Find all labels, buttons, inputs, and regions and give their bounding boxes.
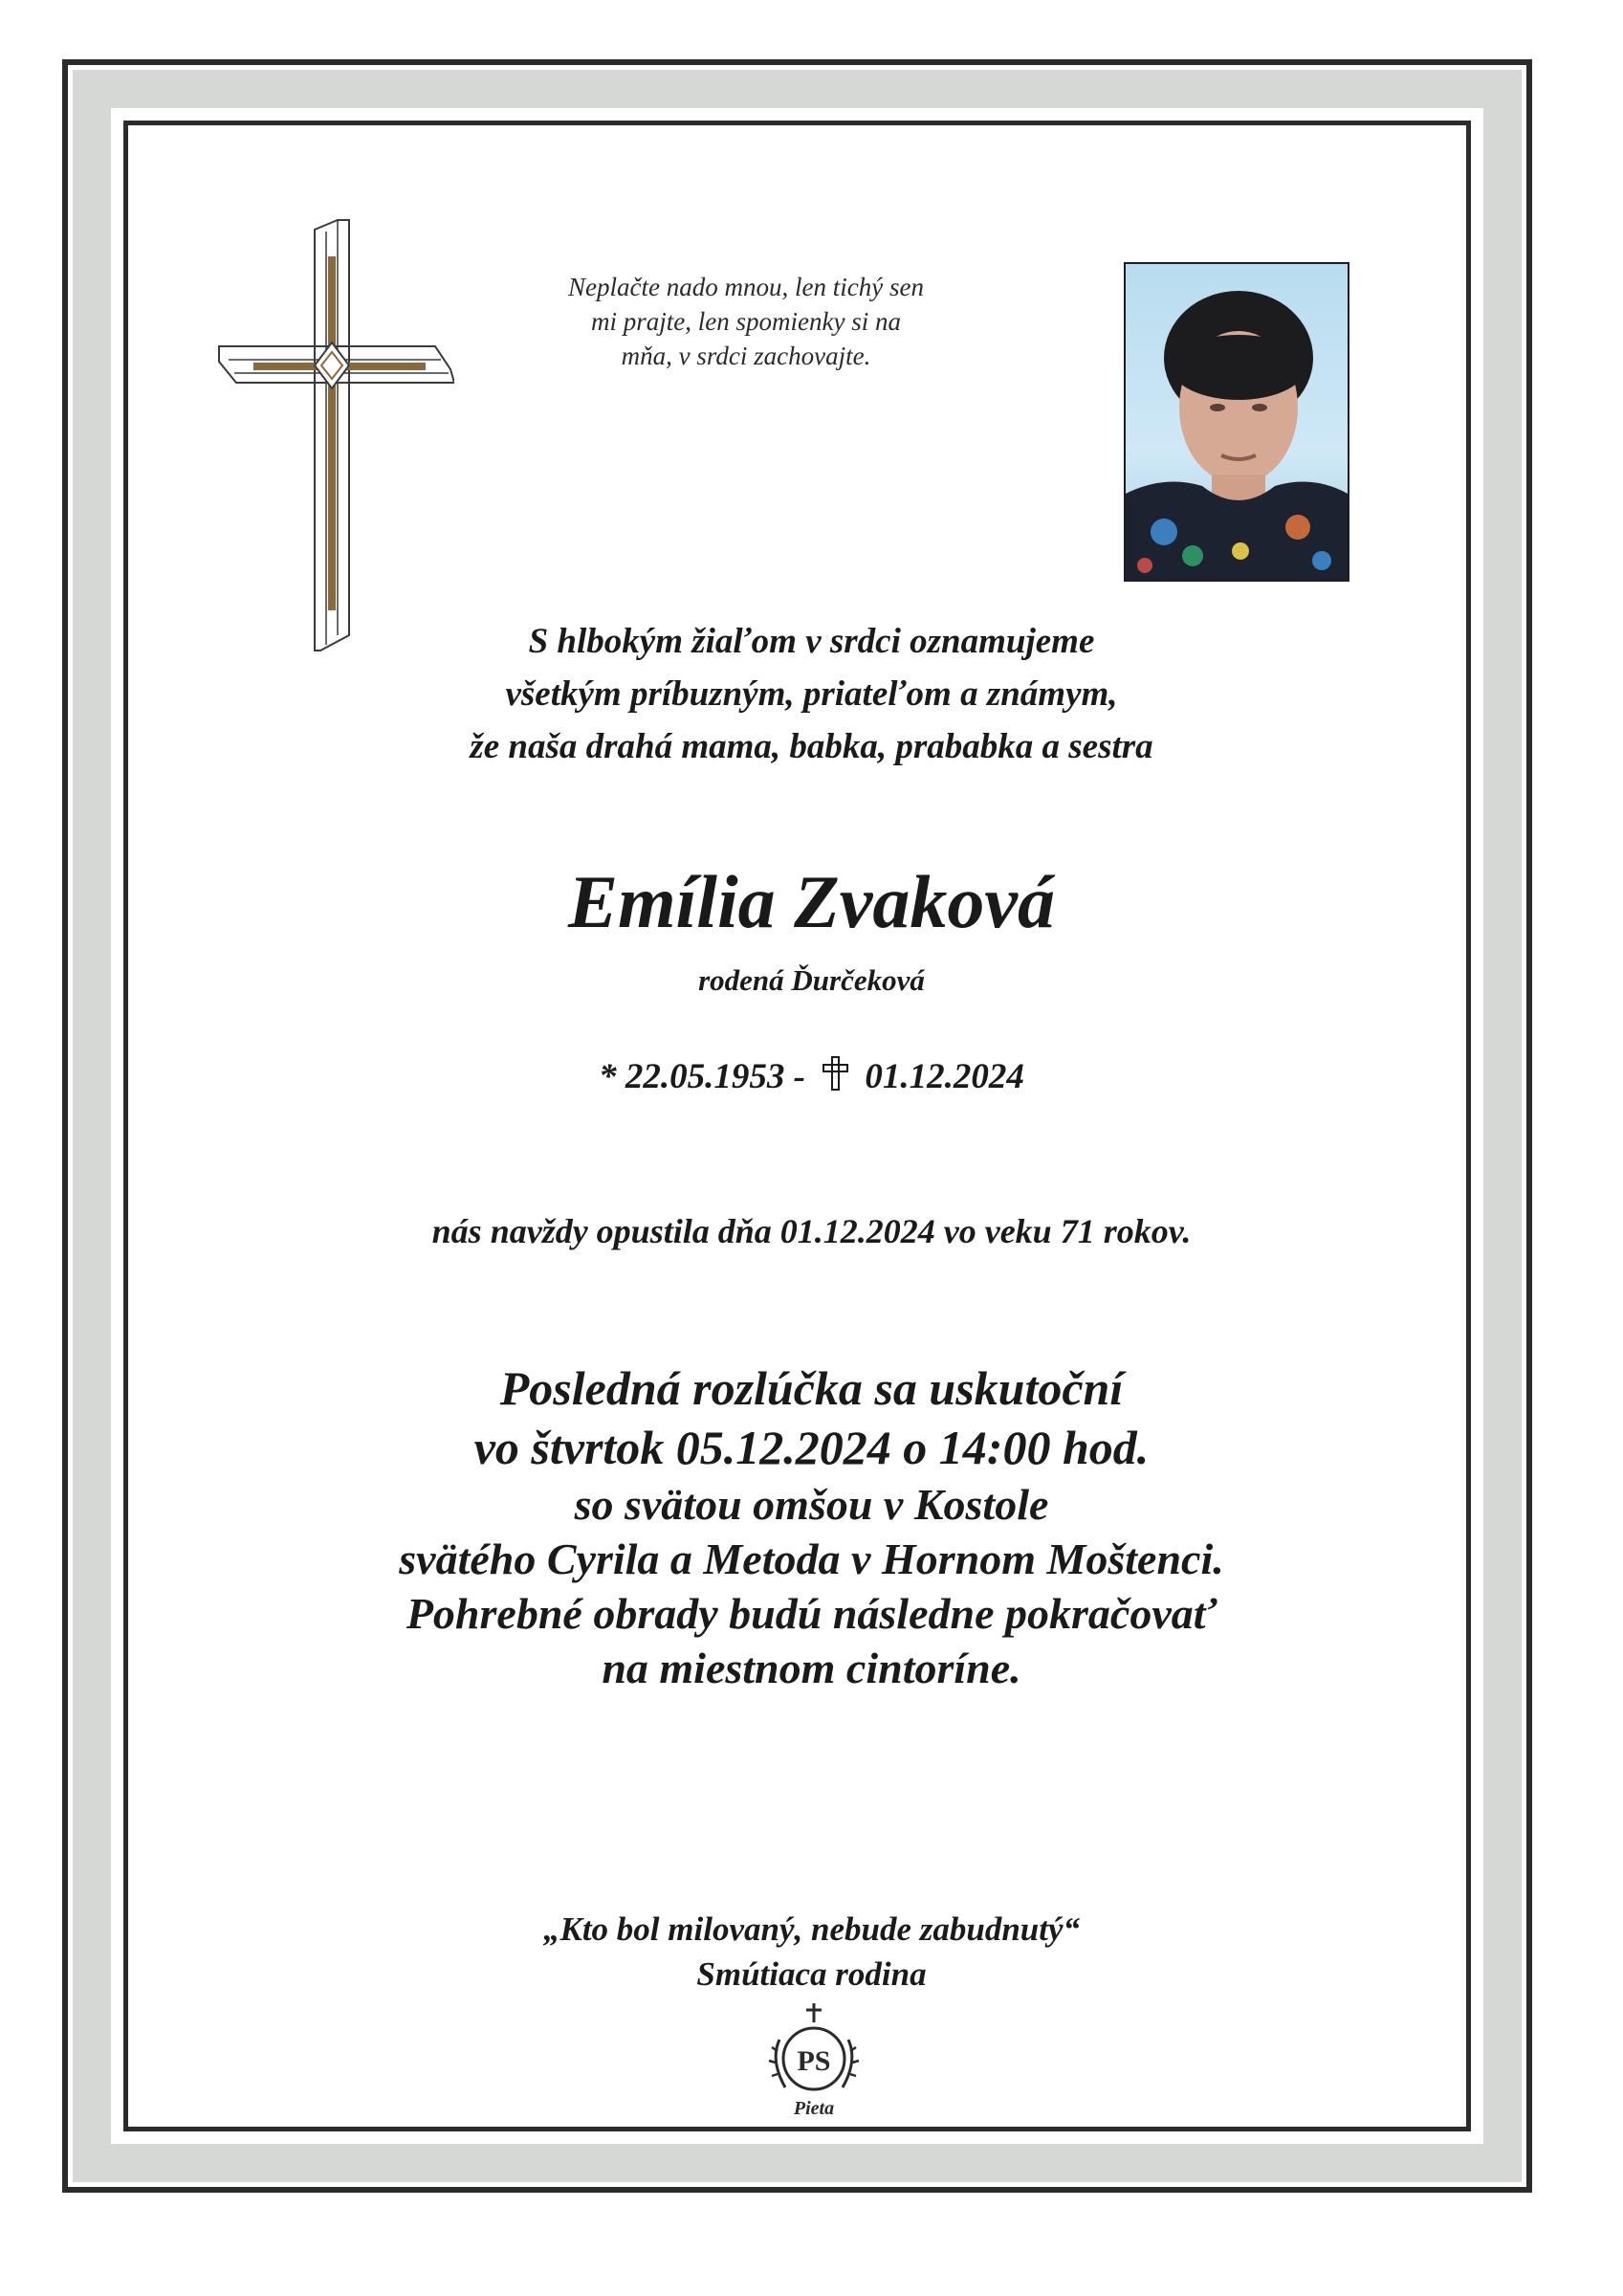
deceased-name: Emília Zvaková xyxy=(567,860,1056,943)
logo-monogram: PS xyxy=(797,2045,831,2077)
verse-line: Neplačte nado mnou, len tichý sen xyxy=(568,273,924,301)
passed-statement: nás navždy opustila dňa 01.12.2024 vo veku 71 rokov. xyxy=(431,1212,1192,1250)
family-signature: Smútiaca rodina xyxy=(696,1955,927,1993)
funeral-line: svätého Cyrila a Metoda v Hornom Moštenci. xyxy=(399,1534,1224,1583)
announcement-intro xyxy=(287,615,1336,773)
maiden-name: rodená Ďurčeková xyxy=(698,963,925,997)
funeral-details xyxy=(191,1358,1432,1695)
life-dates xyxy=(287,1054,1336,1100)
verse-line: mňa, v srdci zachovajte. xyxy=(621,342,871,370)
funeral-line: Posledná rozlúčka sa uskutoční xyxy=(499,1361,1124,1415)
intro-line: S hlbokým žiaľom v srdci oznamujeme xyxy=(528,622,1095,661)
funeral-line: so svätou omšou v Kostole xyxy=(574,1480,1049,1529)
memorial-verse xyxy=(478,270,1014,373)
funeral-line: vo štvrtok 05.12.2024 o 14:00 hod. xyxy=(473,1421,1150,1474)
portrait-photo xyxy=(1124,262,1349,582)
small-cross-icon xyxy=(822,1056,848,1091)
verse-line: mi prajte, len spomienky si na xyxy=(591,307,901,336)
funeral-line: Pohrebné obrady budú následne pokračovať xyxy=(406,1589,1217,1638)
funeral-line: na miestnom cintoríne. xyxy=(602,1644,1021,1692)
death-date: 01.12.2024 xyxy=(865,1057,1024,1096)
cross-icon xyxy=(215,218,454,658)
closing-section xyxy=(287,1907,1336,1997)
intro-line: všetkým príbuzným, priateľom a známym, xyxy=(505,674,1118,714)
birth-date: * 22.05.1953 - xyxy=(599,1057,805,1096)
logo-name: Pieta xyxy=(793,2098,835,2119)
closing-quote: „Kto bol milovaný, nebude zabudnutý“ xyxy=(542,1910,1081,1948)
intro-line: že naša drahá mama, babka, prababka a sestra xyxy=(470,727,1153,766)
